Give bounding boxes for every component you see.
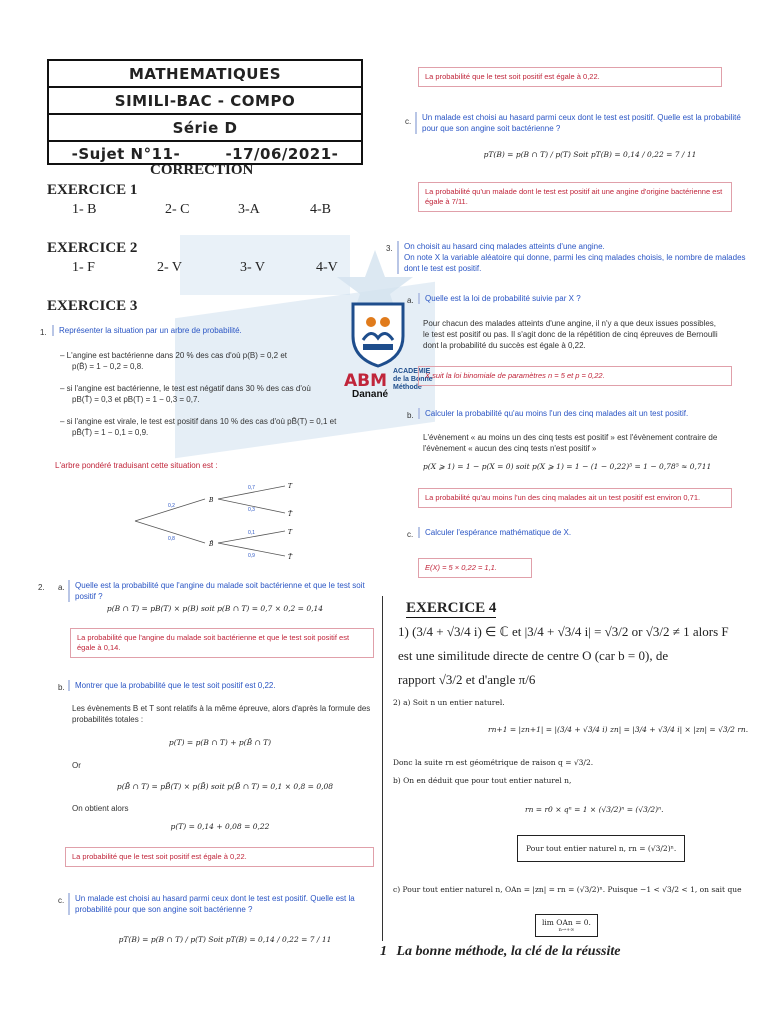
title-box — [47, 59, 363, 165]
r-answer-box-1: La probabilité que le test soit positif est égale à 0,22. — [418, 67, 722, 87]
ex4-line-3: rapport √3/2 et d'angle π/6 — [398, 672, 536, 687]
q3a-text: Pour chacun des malades atteints d'une angine, il n'y a que deux issues possibles, le test est positif ou pas. Il s'agit donc de la répétition de cinq épreuves de Bernoulli dont la probabilité du succès est égale à 0,22. — [423, 319, 718, 350]
r-q2c-answer-box: La probabilité qu'un malade dont le test est positif ait une angine d'origine bactérienne est égale à 7/11. — [418, 182, 732, 212]
ex4-q2c-answer-box — [535, 914, 598, 937]
logo-city: Danané — [352, 389, 389, 400]
footer — [380, 944, 620, 960]
q3-number: 3. — [386, 244, 393, 253]
ex4-q2c-limit: lim OAn = 0. — [542, 918, 591, 927]
tree-prob-tbar-bbar: 0,9 — [248, 553, 255, 559]
bullet-3: – si l'angine est virale, le test est positif dans 10 % des cas d'où pB̄(T) = 0,1 et pB̄(T̄) = 1 − 0,1 = 0,9. — [60, 416, 340, 438]
ex2-answer-4: 4-V — [316, 260, 338, 275]
serie-title: Série D — [49, 115, 361, 142]
ex3-title: EXERCICE 3 — [47, 298, 138, 314]
exam-date: -17/06/2021- — [225, 145, 339, 163]
bullet-3-line-2: pB̄(T̄) = 1 − 0,1 = 0,9. — [72, 428, 149, 437]
r-q2c-question: Un malade est choisi au hasard parmi ceux dont le test est positif. Quelle est la probabilité pour que son angine soit bactérienne ? — [415, 112, 747, 134]
ex4-q2b-answer-box: Pour tout entier naturel n, rn = (√3/2)ⁿ. — [517, 835, 685, 862]
q2a-question: Quelle est la probabilité que l'angine du malade soit bactérienne et que le test soit positif ? — [68, 580, 385, 602]
sujet-number: -Sujet N°11- — [71, 145, 181, 163]
logo-abbr: ABM — [344, 371, 388, 391]
ex2-title: EXERCICE 2 — [47, 240, 138, 256]
ex1-answer-2: 2- C — [165, 202, 190, 217]
ex2-answer-3: 3- V — [240, 260, 266, 275]
q2b-number: b. — [58, 683, 65, 692]
q2c-equation: pT(B) = p(B ∩ T) / p(T) Soit pT(B) = 0,14 / 0,22 = 7 / 11 — [118, 935, 332, 944]
ex1-title: EXERCICE 1 — [47, 182, 138, 198]
q2a-equation: p(B ∩ T) = pB(T) × p(B) soit p(B ∩ T) = 0,7 × 0,2 = 0,14 — [106, 604, 324, 613]
column-divider — [382, 596, 383, 941]
subject-title: MATHEMATIQUES — [49, 61, 361, 88]
q2c-question: Un malade est choisi au hasard parmi ceux dont le test est positif. Quelle est la probabilité pour que son angine soit bactérienne ? — [68, 893, 375, 915]
tree-prob-b: 0,2 — [168, 503, 175, 509]
logo-line-1: ACADEMIE — [393, 368, 431, 375]
q2b-equation-1: p(T) = p(B ∩ T) + p(B̄ ∩ T) — [168, 738, 272, 747]
q3c-number: c. — [407, 530, 414, 539]
tree-leaf-tbar2: T̄ — [288, 554, 293, 561]
bullet-1: – L'angine est bactérienne dans 20 % des cas d'où p(B) = 0,2 et p(B̄) = 1 − 0,2 = 0,8. — [60, 350, 340, 372]
tree-prob-t-b: 0,7 — [248, 485, 255, 491]
ex4-title: EXERCICE 4 — [406, 600, 497, 616]
q3a-number: a. — [407, 296, 414, 305]
q2b-answer-box: La probabilité que le test soit positif est égale à 0,22. — [65, 847, 374, 867]
q3c-question: Calculer l'espérance mathématique de X. — [418, 527, 725, 538]
ex4-q2c-limit-sub: n→+∞ — [558, 927, 575, 933]
q2b-equation-2: p(B̄ ∩ T) = pB̄(T) × p(B̄) soit p(B̄ ∩ T) = 0,1 × 0,8 = 0,08 — [116, 782, 334, 791]
ex4-line-2: est une similitude directe de centre O (car b = 0), de — [398, 648, 669, 663]
q3-line-2: On note X la variable aléatoire qui donne, parmi les cinq malades choisis, le nombre de malades dont le test est positif. — [404, 253, 746, 273]
bullet-1-line-2: p(B̄) = 1 − 0,2 = 0,8. — [72, 362, 144, 371]
q3b-text: L'évènement « au moins un des cinq tests est positif » est l'évènement contraire de l'évènement « aucun des cinq tests n'est positif » — [423, 433, 718, 453]
q2b-equation-3: p(T) = 0,14 + 0,08 = 0,22 — [170, 822, 270, 831]
tree-prob-t-bbar: 0,1 — [248, 530, 255, 536]
tree-node-b: B — [209, 497, 214, 504]
tree-prob-bbar: 0,8 — [168, 536, 175, 542]
logo-line-2: de la Bonne — [393, 376, 433, 383]
ex4-q2a: 2) a) Soit n un entier naturel. — [393, 698, 505, 707]
ex4-q2b-equation: rn = r0 × qⁿ = 1 × (√3/2)ⁿ = (√3/2)ⁿ. — [525, 805, 664, 814]
tree-prob-tbar-b: 0,3 — [248, 507, 255, 513]
q3b-question: Calculer la probabilité qu'au moins l'un des cinq malades ait un test positif. — [418, 408, 735, 419]
q2a-number: a. — [58, 583, 65, 592]
ex4-q2a-equation: rn+1 = |zn+1| = |(3/4 + √3/4 i) zn| = |3/4 + √3/4 i| × |zn| = √3/2 rn. — [488, 725, 749, 734]
page-number: 1 — [380, 944, 387, 959]
q3a-question: Quelle est la loi de probabilité suivie par X ? — [418, 293, 725, 304]
ex2-answer-2: 2- V — [157, 260, 183, 275]
q1-question: Représenter la situation par un arbre de probabilité. — [52, 325, 329, 336]
q2-number: 2. — [38, 583, 45, 592]
bullet-2: – si l'angine est bactérienne, le test est négatif dans 30 % des cas d'où pB(T̄) = 0,3 et pB(T) = 1 − 0,3 = 0,7. — [60, 383, 340, 405]
q3c-answer-box: E(X) = 5 × 0,22 = 1,1. — [418, 558, 532, 578]
q2a-answer-box: La probabilité que l'angine du malade soit bactérienne et que le test soit positif est égale à 0,14. — [70, 628, 374, 658]
tree-leaf-tbar1: T̄ — [288, 511, 293, 518]
probability-tree — [130, 476, 310, 566]
tree-node-bbar: B̄ — [209, 541, 214, 548]
correction-title: CORRECTION — [150, 162, 254, 178]
q2b-text-2: On obtient alors — [72, 804, 129, 813]
bullet-3-line-1: si l'angine est virale, le test est positif dans 10 % des cas d'où pB̄(T) = 0,1 et — [66, 417, 337, 426]
q3a-answer-box: X suit la loi binomiale de paramètres n = 5 et p = 0,22. — [418, 366, 732, 386]
logo-line-3: Méthode — [393, 384, 422, 391]
footer-slogan: La bonne méthode, la clé de la réussite — [396, 944, 621, 959]
tree-leaf-t1: T — [288, 483, 293, 490]
q2b-or: Or — [72, 761, 81, 770]
q2c-number: c. — [58, 896, 65, 905]
q3b-equation: p(X ⩾ 1) = 1 − p(X = 0) soit p(X ⩾ 1) = 1 − (1 − 0,22)⁵ = 1 − 0,78⁵ ≈ 0,711 — [423, 462, 712, 471]
ex4-line-1: 1) (3/4 + √3/4 i) ∈ ℂ et |3/4 + √3/4 i| = √3/2 or √3/2 ≠ 1 alors F — [398, 624, 729, 639]
ex4-q2b: b) On en déduit que pour tout entier naturel n, — [393, 776, 572, 785]
ex4-q2a-text: Donc la suite rn est géométrique de raison q = √3/2. — [393, 758, 594, 767]
ex4-q2c: c) Pour tout entier naturel n, OAn = |zn| = rn = (√3/2)ⁿ. Puisque −1 < √3/2 < 1, on sait que — [393, 885, 742, 894]
q2b-question: Montrer que la probabilité que le test soit positif est 0,22. — [68, 680, 375, 691]
bullet-1-line-1: L'angine est bactérienne dans 20 % des cas d'où p(B) = 0,2 et — [66, 351, 287, 360]
q1-number: 1. — [40, 328, 47, 337]
tree-leaf-t2: T — [288, 529, 293, 536]
q3b-number: b. — [407, 411, 414, 420]
q3-question — [397, 241, 749, 274]
q3b-answer-box: La probabilité qu'au moins l'un des cinq malades ait un test positif est environ 0,71. — [418, 488, 732, 508]
bullet-2-line-2: pB(T̄) = 0,3 et pB(T) = 1 − 0,3 = 0,7. — [72, 395, 200, 404]
exam-title: SIMILI-BAC - COMPO — [49, 88, 361, 115]
ex1-answer-3: 3-A — [238, 202, 260, 217]
ex1-answer-4: 4-B — [310, 202, 331, 217]
bullet-2-line-1: si l'angine est bactérienne, le test est négatif dans 30 % des cas d'où — [66, 384, 311, 393]
academy-logo-icon — [349, 300, 407, 368]
q2b-text-1: Les évènements B et T sont relatifs à la même épreuve, alors d'après la formule des probabilités totales : — [72, 704, 371, 724]
tree-intro: L'arbre pondéré traduisant cette situation est : — [55, 461, 218, 470]
q3-line-1: On choisit au hasard cinq malades atteints d'une angine. — [404, 242, 605, 251]
ex2-answer-1: 1- F — [72, 260, 95, 275]
r-q2c-number: c. — [405, 117, 412, 126]
ex1-answer-1: 1- B — [72, 202, 97, 217]
r-q2c-equation: pT(B) = p(B ∩ T) / p(T) Soit pT(B) = 0,14 / 0,22 = 7 / 11 — [483, 150, 697, 159]
